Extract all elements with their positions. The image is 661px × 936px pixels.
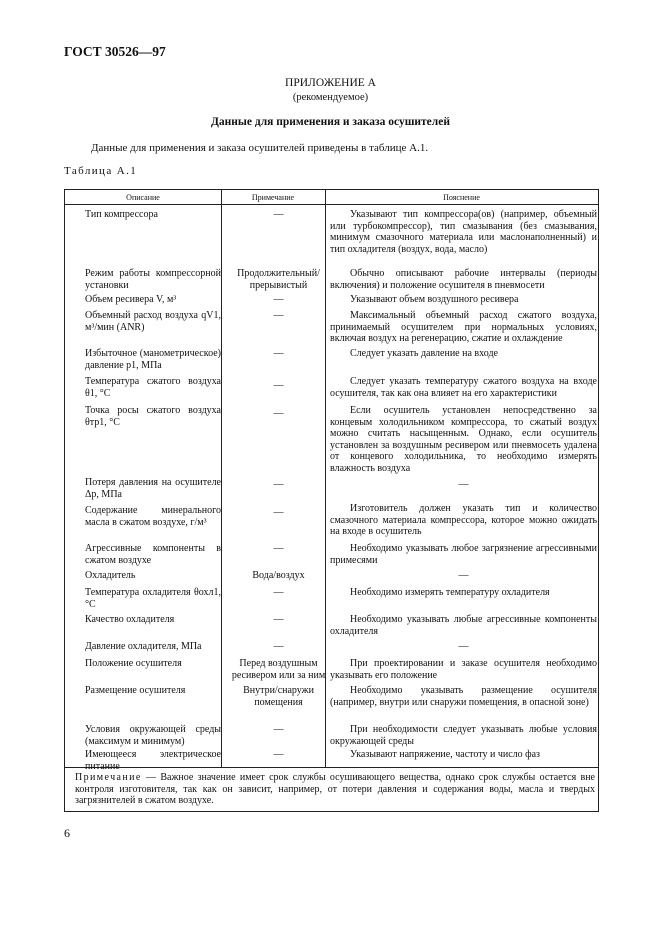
table-row-note: —	[273, 641, 284, 652]
header-divider	[65, 204, 598, 205]
table-row-description: Температура сжатого воздуха θ1, °С	[85, 376, 221, 399]
table-row-description: Имеющееся электрическое питание	[85, 749, 221, 772]
table-row-description: Положение осушителя	[85, 658, 182, 669]
data-table	[64, 189, 599, 812]
table-row-note: —	[273, 209, 284, 220]
table-row-note: —	[273, 348, 284, 359]
table-row-explanation: Обычно описывают рабочие интервалы (периоды включения) и положение осушителя в пневмосети	[330, 268, 597, 291]
table-row-description: Объемный расход воздуха qV1, м³/мин (ANR)	[85, 310, 221, 333]
appendix-title: ПРИЛОЖЕНИЕ А	[285, 77, 376, 89]
table-row-description: Содержание минерального масла в сжатом воздухе, г/м³	[85, 505, 221, 528]
table-row-explanation: —	[458, 570, 469, 581]
table-row-explanation: Указывают напряжение, частоту и число фаз	[350, 749, 540, 760]
column-header-note: Примечание	[251, 193, 295, 202]
column-header-explanation: Пояснение	[443, 193, 480, 202]
table-row-description: Избыточное (манометрическое) давление p1, МПа	[85, 348, 221, 371]
table-row-explanation: Следует указать температуру сжатого воздуха на входе осушителя, так как она влияет на его характеристики	[330, 376, 597, 399]
table-row-description: Точка росы сжатого воздуха θтр1, °С	[85, 405, 221, 428]
note-label: Примечание	[75, 772, 142, 783]
table-row-explanation: Необходимо указывать любое загрязнение агрессивными примесями	[330, 543, 597, 566]
table-row-note: —	[273, 614, 284, 625]
note-text: — Важное значение имеет срок службы осушивающего вещества, однако срок службы остается вне контроля изготовителя, так как он зависит, например, от потери давления и содержания воды, масла и твердых загрязнителей в сжатом воздухе.	[75, 772, 595, 807]
table-note	[75, 772, 595, 807]
table-row-explanation: Если осушитель установлен непосредственно за концевым холодильником компрессора, то сжатый воздух можно считать насыщенным. Однако, если осушитель установлен за воздушным ресивером или пневмосеть удалена от концевого холодильника, то необходимо измерять влажность воздуха	[330, 405, 597, 474]
column-header-description: Описание	[126, 193, 160, 202]
appendix-subtitle: (рекомендуемое)	[292, 92, 369, 103]
table-row-description: Агрессивные компоненты в сжатом воздухе	[85, 543, 221, 566]
table-row-explanation: —	[458, 479, 469, 490]
section-title: Данные для применения и заказа осушителей	[211, 116, 450, 128]
table-row-note: Внутри/снаружи помещения	[243, 685, 314, 708]
table-row-description: Потеря давления на осушителе Δp, МПа	[85, 477, 221, 500]
table-row-description: Температура охладителя θохл1, °С	[85, 587, 221, 610]
table-row-description: Давление охладителя, МПа	[85, 641, 202, 652]
table-row-explanation: Максимальный объемный расход сжатого воздуха, принимаемый осушителем при нормальных условиях, включая воздух на регенерацию, сжатие и охлаждение	[330, 310, 597, 345]
table-row-explanation: Указывают объем воздушного ресивера	[350, 294, 519, 305]
table-row-note: —	[273, 587, 284, 598]
table-row-note: —	[273, 408, 284, 419]
table-row-note: Перед воздушным ресивером или за ним	[231, 658, 326, 681]
table-row-explanation: Необходимо измерять температуру охладителя	[350, 587, 550, 598]
page-number: 6	[64, 826, 70, 840]
table-row-explanation: Следует указать давление на входе	[350, 348, 498, 359]
document-code: ГОСТ 30526—97	[64, 44, 166, 59]
table-row-explanation: —	[458, 641, 469, 652]
table-row-explanation: Изготовитель должен указать тип и количество смазочного материала компрессора, которое можно ожидать на входе в осушитель	[330, 503, 597, 538]
table-row-explanation: Необходимо указывать любые агрессивные компоненты охладителя	[330, 614, 597, 637]
table-row-note: —	[273, 724, 284, 735]
column-divider	[221, 190, 222, 767]
table-row-description: Качество охладителя	[85, 614, 175, 625]
table-row-note: —	[273, 310, 284, 321]
table-row-note: —	[273, 543, 284, 554]
table-row-note: Вода/воздух	[252, 570, 305, 581]
table-row-explanation: Необходимо указывать размещение осушителя (например, внутри или снаружи помещения, в опасной зоне)	[330, 685, 597, 708]
table-row-description: Объем ресивера V, м³	[85, 294, 177, 305]
table-row-description: Тип компрессора	[85, 209, 158, 220]
table-row-note: —	[273, 294, 284, 305]
table-row-note: —	[273, 507, 284, 518]
table-row-note: —	[273, 749, 284, 760]
table-caption: Таблица А.1	[64, 165, 138, 177]
table-row-description: Режим работы компрессорной установки	[85, 268, 221, 291]
table-row-description: Условия окружающей среды (максимум и минимум)	[85, 724, 221, 747]
table-row-note: —	[273, 380, 284, 391]
table-row-description: Размещение осушителя	[85, 685, 186, 696]
table-row-explanation: Указывают тип компрессора(ов) (например, объемный или турбокомпрессор), тип смазывания (без смазывания, минимум смазочного материала или маслонаполненный) и тип охладителя (воздух, вода, масло)	[330, 209, 597, 255]
table-row-note: —	[273, 479, 284, 490]
table-row-description: Охладитель	[85, 570, 136, 581]
table-row-explanation: При необходимости следует указывать любые условия окружающей среды	[330, 724, 597, 747]
intro-text: Данные для применения и заказа осушителей приведены в таблице А.1.	[91, 142, 429, 154]
table-row-explanation: При проектировании и заказе осушителя необходимо указывать его положение	[330, 658, 597, 681]
table-row-note: Продолжительный/прерывистый	[237, 268, 320, 291]
